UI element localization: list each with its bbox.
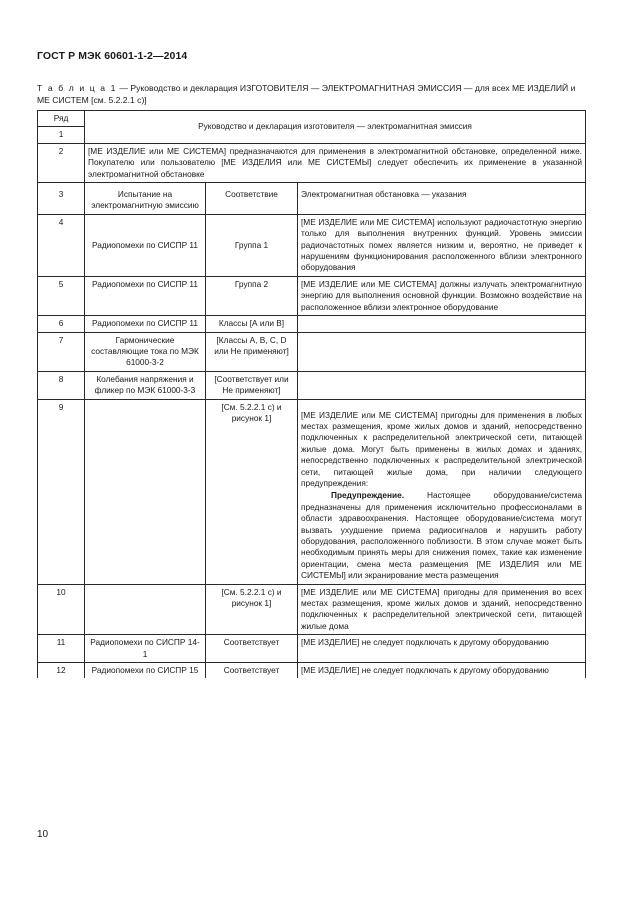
page-number: 10 xyxy=(37,829,49,840)
table-caption xyxy=(37,82,585,106)
guidance-cell xyxy=(298,332,586,371)
guidance-cell: [МЕ ИЗДЕЛИЕ или МЕ СИСТЕМА] пригодны для применения во всех местах размещения, кроме жилых домов и зданий, непосредственно подключенных к распределительной электрической сети, питающей жилые дома xyxy=(298,584,586,635)
guidance-cell xyxy=(298,316,586,332)
guidance-paragraph: [МЕ ИЗДЕЛИЕ или МЕ СИСТЕМА] пригодны для применения в любых местах размещения, кроме жилых домов и зданий, непосредственно подключенных к распределительной электрической сети, питающей жилые дома. Могут быть применены в жилых домах и зданиях, непосредственно подключенных к распределительной электрической сети, питающей жилые дома, при наличии следующего предупреждения: xyxy=(301,409,583,488)
test-cell: Радиопомехи по СИСПР 11 xyxy=(85,214,206,276)
row-number: 10 xyxy=(38,584,85,635)
test-cell: Радиопомехи по СИСПР 11 xyxy=(85,276,206,315)
compliance-cell: Соответствует xyxy=(206,663,298,679)
warning-paragraph xyxy=(301,490,582,581)
table-header-cell: Руководство и декларация изготовителя — электромагнитная эмиссия xyxy=(85,111,586,144)
row-number: 1 xyxy=(38,127,85,143)
guidance-cell xyxy=(298,371,586,399)
compliance-cell: Соответствует xyxy=(206,635,298,663)
test-cell: Колебания напряжения и фликер по МЭК 61000-3-3 xyxy=(85,371,206,399)
compliance-cell: Группа 2 xyxy=(206,276,298,315)
table-caption-prefix: Т а б л и ц а 1 xyxy=(37,83,117,93)
compliance-cell: [См. 5.2.2.1 с) и рисунок 1] xyxy=(206,584,298,635)
table-row xyxy=(38,214,586,276)
compliance-cell: [См. 5.2.2.1 с) и рисунок 1] xyxy=(206,399,298,584)
row-number: 2 xyxy=(38,143,85,182)
test-cell: Радиопомехи по СИСПР 14-1 xyxy=(85,635,206,663)
row-number: 9 xyxy=(38,399,85,584)
table-caption-text: — Руководство и декларация ИЗГОТОВИТЕЛЯ — ЭЛЕКТРОМАГНИТНАЯ ЭМИССИЯ — для всех МЕ ИЗДЕЛИЙ и МЕ СИСТЕМ [см. 5.2.2.1 с)] xyxy=(37,83,576,105)
test-cell: Радиопомехи по СИСПР 15 xyxy=(85,663,206,679)
row-number: 11 xyxy=(38,635,85,663)
guidance-cell: [МЕ ИЗДЕЛИЕ или МЕ СИСТЕМА] используют радиочастотную энергию только для выполнения внутренних функций. Уровень эмиссии радиочастотных помех является низким и, вероятно, не приведет к нарушениям функционирования расположенного вблизи электронного оборудования xyxy=(298,214,586,276)
table-row xyxy=(38,183,586,215)
row-text: [МЕ ИЗДЕЛИЕ или МЕ СИСТЕМА] предназначаются для применения в электромагнитной обстановке, определенной ниже. Покупателю или пользователю [МЕ ИЗДЕЛИЯ или МЕ СИСТЕМЫ] следует обеспечить их применение в указанной электромагнитной обстановке xyxy=(85,143,586,182)
guidance-cell: [МЕ ИЗДЕЛИЕ или МЕ СИСТЕМА] должны излучать электромагнитную энергию для выполнения основной функции. Возможно воздействие на расположенное вблизи электронное оборудование xyxy=(298,276,586,315)
row-number: 12 xyxy=(38,663,85,679)
guidance-cell: [МЕ ИЗДЕЛИЕ] не следует подключать к другому оборудованию xyxy=(298,635,586,663)
column-header-test: Испытание на электромагнитную эмиссию xyxy=(85,183,206,215)
table-row xyxy=(38,276,586,315)
document-header: ГОСТ Р МЭК 60601-1-2—2014 xyxy=(37,50,188,62)
table-row xyxy=(38,584,586,635)
table-row xyxy=(38,111,586,127)
compliance-cell: [Классы А, В, С, D или Не применяют] xyxy=(206,332,298,371)
row-number: 4 xyxy=(38,214,85,276)
row-number: 3 xyxy=(38,183,85,215)
compliance-cell: Классы [А или В] xyxy=(206,316,298,332)
test-cell xyxy=(85,399,206,584)
table-row xyxy=(38,399,586,584)
warning-label: Предупреждение. xyxy=(331,490,405,501)
table-row xyxy=(38,143,586,182)
guidance-cell: [МЕ ИЗДЕЛИЕ] не следует подключать к другому оборудованию xyxy=(298,663,586,679)
table-row xyxy=(38,663,586,679)
row-number: 5 xyxy=(38,276,85,315)
table-row xyxy=(38,635,586,663)
row-number: 8 xyxy=(38,371,85,399)
column-header-guidance: Электромагнитная обстановка — указания xyxy=(298,183,586,215)
emission-table xyxy=(37,110,586,678)
row-number: 6 xyxy=(38,316,85,332)
test-cell xyxy=(85,584,206,635)
table-row xyxy=(38,316,586,332)
test-cell: Радиопомехи по СИСПР 11 xyxy=(85,316,206,332)
column-header-compliance: Соответствие xyxy=(206,183,298,215)
table-row xyxy=(38,371,586,399)
guidance-cell xyxy=(298,399,586,584)
row-number: 7 xyxy=(38,332,85,371)
test-cell: Гармонические составляющие тока по МЭК 61000-3-2 xyxy=(85,332,206,371)
table-row xyxy=(38,332,586,371)
row-label-cell: Ряд xyxy=(38,111,85,127)
warning-text: Настоящее оборудование/система предназначены для применения исключительно профессионалами в области здравоохранения. Настоящее оборудование/система могут вызвать ухудшение приема радиосигналов и нарушить работу оборудования, расположенного поблизости. В этом случае может быть необходимым принять меры для снижения помех, такие как изменение ориентации, смена места размещения [МЕ ИЗДЕЛИЯ или МЕ СИСТЕМЫ] или экранирование места размещения xyxy=(301,490,583,581)
compliance-cell: Группа 1 xyxy=(206,214,298,276)
compliance-cell: [Соответствует или Не применяют] xyxy=(206,371,298,399)
